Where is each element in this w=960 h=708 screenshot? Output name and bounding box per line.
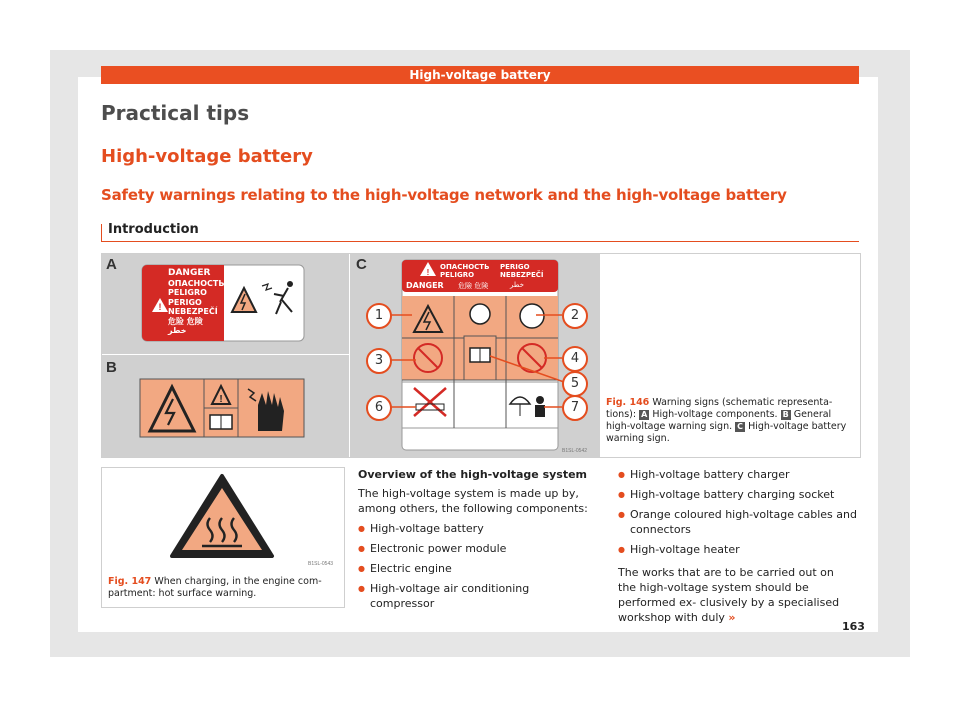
tag-c: C — [737, 422, 744, 431]
callout-6: 6 — [366, 395, 392, 421]
caption-text: When charging, in the engine com- partment: hot surface warning. — [108, 576, 322, 599]
hot-surface-sign — [102, 468, 344, 571]
tag-b: B — [782, 410, 789, 419]
page-number: 163 — [842, 620, 865, 633]
overview-outro — [618, 565, 858, 625]
list-item: ● High-voltage air conditioning compressor — [358, 581, 593, 611]
sign-c-danger: DANGER — [406, 281, 444, 290]
callout-4: 4 — [562, 346, 588, 372]
sign-c-text: NEBEZPEČÍ — [500, 271, 544, 279]
sign-a-line: NEBEZPEČÍ — [168, 307, 218, 316]
figure-147 — [101, 467, 345, 608]
panel-a — [102, 254, 349, 354]
list-item: ● High-voltage battery — [358, 521, 593, 536]
figure-code: B1SL-0542 — [562, 448, 588, 454]
sign-c-text: ОПАСНОСТЬ — [440, 263, 490, 271]
component-list — [358, 521, 593, 611]
caption-text: Warning signs (schematic representa- tions): — [606, 397, 833, 420]
svg-text:!: ! — [219, 394, 223, 405]
component-list — [618, 467, 858, 557]
list-item: ● Orange coloured high-voltage cables and connectors — [618, 507, 858, 537]
callout-5: 5 — [562, 371, 588, 397]
tag-a: A — [641, 410, 648, 419]
heading-rule — [101, 241, 859, 242]
heading-safety-warnings: Safety warnings relating to the high-voltage network and the high-voltage battery — [101, 186, 787, 204]
list-item: ● High-voltage battery charger — [618, 467, 858, 482]
sign-a-line: DANGER — [168, 268, 211, 278]
sign-a-text — [168, 269, 224, 336]
heading-marker — [101, 224, 102, 241]
callout-3: 3 — [366, 348, 392, 374]
sign-a-line: خطر — [168, 326, 187, 335]
heading-practical-tips: Practical tips — [101, 101, 250, 125]
callout-1: 1 — [366, 303, 392, 329]
overview-title: Overview of the high-voltage system — [358, 468, 588, 481]
heading-high-voltage-battery: High-voltage battery — [101, 146, 313, 167]
panel-c — [350, 254, 600, 457]
outro-text: The works that are to be carried out on the high-voltage system should be performed ex- clusively by a specialised workshop with duly — [618, 566, 840, 624]
person-icon — [287, 281, 293, 287]
list-item: ● High-voltage heater — [618, 542, 858, 557]
caption-147 — [108, 576, 340, 600]
overview-intro: The high-voltage system is made up by, among others, the following components: — [358, 487, 588, 515]
caption-number: Fig. 146 — [606, 397, 650, 408]
caption-146 — [606, 397, 856, 445]
svg-text:!: ! — [426, 268, 430, 277]
caption-text: General high-voltage warning sign. — [606, 409, 832, 432]
sign-c-asian: 危險 危険 — [458, 282, 489, 290]
sign-a-line: PELIGRO — [168, 288, 207, 297]
sign-b-graphic — [102, 355, 349, 457]
caption-text: High-voltage battery warning sign. — [606, 421, 847, 444]
caption-text: High-voltage components. — [652, 409, 778, 420]
heading-introduction: Introduction — [108, 222, 199, 237]
figure-147-image — [102, 468, 344, 571]
figure-code: B1SL-0543 — [308, 561, 334, 567]
sign-c-text: PELIGRO — [440, 271, 475, 279]
caption-number: Fig. 147 — [108, 576, 152, 587]
continue-marker: » — [728, 611, 736, 624]
section-header: High-voltage battery — [101, 66, 859, 84]
overview-column-2 — [618, 467, 858, 625]
list-item: ● High-voltage battery charging socket — [618, 487, 858, 502]
callout-2: 2 — [562, 303, 588, 329]
panel-label-c: C — [356, 256, 367, 273]
list-item: ● Electronic power module — [358, 541, 593, 556]
sign-a-line: ОПАСНОСТЬ — [168, 278, 225, 288]
svg-text:!: ! — [158, 302, 162, 312]
callout-7: 7 — [562, 395, 588, 421]
sign-c-arabic: خطر — [510, 281, 524, 289]
panel-label-b: B — [106, 359, 117, 376]
overview-column — [358, 467, 593, 611]
sign-a-line: 危险 危険 — [168, 316, 203, 326]
list-item: ● Electric engine — [358, 561, 593, 576]
sign-a-line: PERIGO — [168, 297, 202, 307]
panel-b — [102, 355, 349, 457]
panel-label-a: A — [106, 256, 117, 273]
sign-a-graphic — [102, 254, 349, 354]
sign-c-text: PERIGO — [500, 263, 530, 271]
